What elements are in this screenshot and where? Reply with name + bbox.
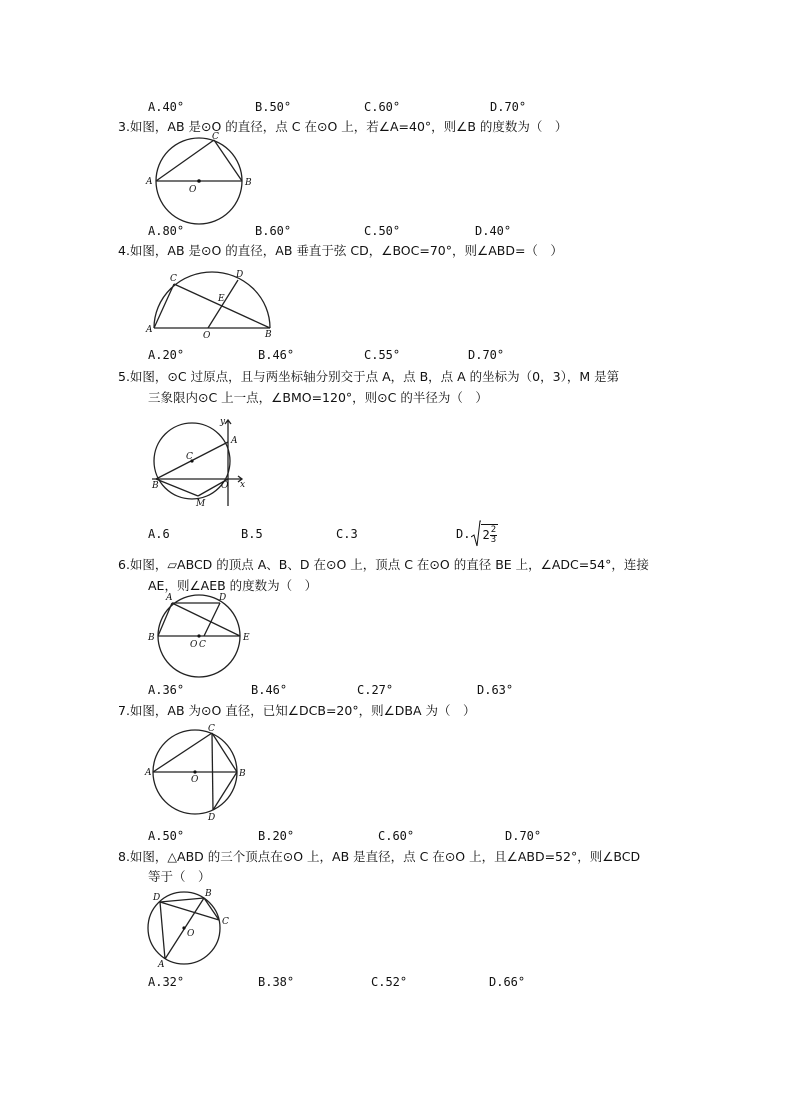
- q7-stem: 7.如图，AB 为⊙O 直径，已知∠DCB=20°，则∠DBA 为（ ）: [118, 703, 476, 718]
- q8-stem-line2: 等于（ ）: [148, 869, 211, 884]
- q7-option-d[interactable]: D.70°: [505, 829, 542, 843]
- q7-chord-ac: [153, 733, 212, 772]
- q7-option-c[interactable]: C.60°: [378, 829, 415, 843]
- q7-label-d: D: [208, 813, 216, 823]
- q4-option-d[interactable]: D.70°: [468, 348, 505, 362]
- q7-center-point: [193, 770, 196, 773]
- q3-label-a: A: [146, 177, 153, 187]
- q7-option-b[interactable]: B.20°: [258, 829, 295, 843]
- q5-option-d-prefix: D.: [456, 527, 471, 541]
- q8-chord-dc: [160, 902, 219, 920]
- q7-option-a[interactable]: A.50°: [148, 829, 185, 843]
- q4-label-b: B: [265, 330, 272, 340]
- q3-stem: 3.如图，AB 是⊙O 的直径，点 C 在⊙O 上，若∠A=40°，则∠B 的度数为（ ）: [118, 119, 568, 134]
- q8-option-c[interactable]: C.52°: [371, 975, 408, 989]
- q4-radius-od: [208, 280, 238, 328]
- q6-figure: [146, 594, 256, 680]
- q2-option-b[interactable]: B.50°: [255, 100, 292, 114]
- q8-option-d[interactable]: D.66°: [489, 975, 526, 989]
- q5-label-x: x: [240, 480, 246, 490]
- q6-option-b[interactable]: B.46°: [251, 683, 288, 697]
- q2-option-c[interactable]: C.60°: [364, 100, 401, 114]
- q5-label-c: C: [186, 452, 193, 462]
- q8-label-c: C: [222, 917, 229, 927]
- q4-option-c[interactable]: C.55°: [364, 348, 401, 362]
- q8-center-point: [182, 926, 185, 929]
- q8-label-o: O: [187, 929, 195, 939]
- q7-chord-cb: [212, 733, 237, 772]
- q6-label-e: E: [243, 633, 250, 643]
- q4-label-e: E: [218, 294, 225, 304]
- q3-label-o: O: [189, 185, 197, 195]
- q6-label-c: C: [199, 640, 206, 650]
- q4-chord-ac: [154, 284, 174, 328]
- q5-option-d-fraction: [490, 526, 497, 545]
- q3-option-a[interactable]: A.80°: [148, 224, 185, 238]
- q5-figure: [150, 416, 250, 510]
- q8-figure: [144, 886, 236, 968]
- q6-stem-line2: AE，则∠AEB 的度数为（ ）: [148, 578, 318, 593]
- q6-label-o: O: [190, 640, 198, 650]
- q6-side-ba: [158, 603, 172, 636]
- q6-center-point: [197, 634, 200, 637]
- q3-label-b: B: [245, 178, 252, 188]
- q4-stem: 4.如图，AB 是⊙O 的直径，AB 垂直于弦 CD，∠BOC=70°，则∠ABD=（ ）: [118, 243, 563, 258]
- q8-label-d: D: [153, 893, 161, 903]
- q6-label-d: D: [219, 593, 227, 603]
- q5-option-a[interactable]: A.6: [148, 527, 170, 541]
- q7-label-c: C: [208, 724, 215, 734]
- q4-option-b[interactable]: B.46°: [258, 348, 295, 362]
- q4-option-a[interactable]: A.20°: [148, 348, 185, 362]
- q5-label-o: O: [221, 481, 229, 491]
- q7-chord-db: [213, 772, 237, 810]
- q5-segment-bm: [156, 479, 198, 496]
- q4-label-d: D: [236, 270, 244, 280]
- q5-stem-line1: 5.如图，⊙C 过原点，且与两坐标轴分别交于点 A，点 B，点 A 的坐标为（0，3），M 是第: [118, 369, 620, 384]
- q3-center-point: [197, 179, 201, 183]
- q4-label-a: A: [146, 325, 153, 335]
- q8-option-b[interactable]: B.38°: [258, 975, 295, 989]
- q7-chord-cd: [212, 733, 213, 810]
- q7-label-a: A: [145, 768, 152, 778]
- q5-option-d-whole: 2: [482, 528, 490, 542]
- q3-chord-cb: [214, 140, 242, 181]
- q5-stem-line2: 三象限内⊙C 上一点，∠BMO=120°，则⊙C 的半径为（ ）: [148, 390, 488, 405]
- sqrt-icon: [471, 520, 481, 548]
- q5-label-y: y: [220, 417, 226, 427]
- q8-stem-line1: 8.如图，△ABD 的三个顶点在⊙O 上，AB 是直径，点 C 在⊙O 上，且∠ABD=52°，则∠BCD: [118, 849, 641, 864]
- q5-label-m: M: [196, 499, 206, 509]
- q4-label-o: O: [203, 331, 211, 341]
- q7-label-o: O: [191, 775, 199, 785]
- q3-option-d[interactable]: D.40°: [475, 224, 512, 238]
- q8-chord-db: [160, 898, 204, 902]
- q8-label-b: B: [205, 889, 212, 899]
- q5-option-d[interactable]: [456, 520, 498, 548]
- q6-option-a[interactable]: A.36°: [148, 683, 185, 697]
- q2-option-d[interactable]: D.70°: [490, 100, 527, 114]
- q5-option-d-denominator: 3: [490, 534, 497, 545]
- q5-option-b[interactable]: B.5: [241, 527, 263, 541]
- q5-label-b: B: [152, 481, 159, 491]
- q3-option-b[interactable]: B.60°: [255, 224, 292, 238]
- q8-label-a: A: [158, 960, 165, 970]
- q3-figure: [144, 132, 254, 226]
- q3-label-c: C: [212, 132, 219, 142]
- q7-label-b: B: [239, 769, 246, 779]
- q6-option-c[interactable]: C.27°: [357, 683, 394, 697]
- q8-chord-ad: [160, 902, 165, 959]
- q3-chord-ac: [156, 140, 214, 181]
- q6-label-b: B: [148, 633, 155, 643]
- q3-option-c[interactable]: C.50°: [364, 224, 401, 238]
- q5-option-d-radicand: [481, 524, 498, 545]
- q5-option-d-numerator: 2: [490, 524, 497, 535]
- q6-option-d[interactable]: D.63°: [477, 683, 514, 697]
- q5-label-a: A: [231, 436, 238, 446]
- q4-figure: [146, 266, 272, 340]
- q8-option-a[interactable]: A.32°: [148, 975, 185, 989]
- q4-label-c: C: [170, 274, 177, 284]
- q6-label-a: A: [166, 593, 173, 603]
- q6-stem-line1: 6.如图，▱ABCD 的顶点 A、B、D 在⊙O 上，顶点 C 在⊙O 的直径 BE 上，∠ADC=54°，连接: [118, 557, 649, 572]
- q7-figure: [144, 724, 254, 823]
- q2-option-a[interactable]: A.40°: [148, 100, 185, 114]
- q5-option-c[interactable]: C.3: [336, 527, 358, 541]
